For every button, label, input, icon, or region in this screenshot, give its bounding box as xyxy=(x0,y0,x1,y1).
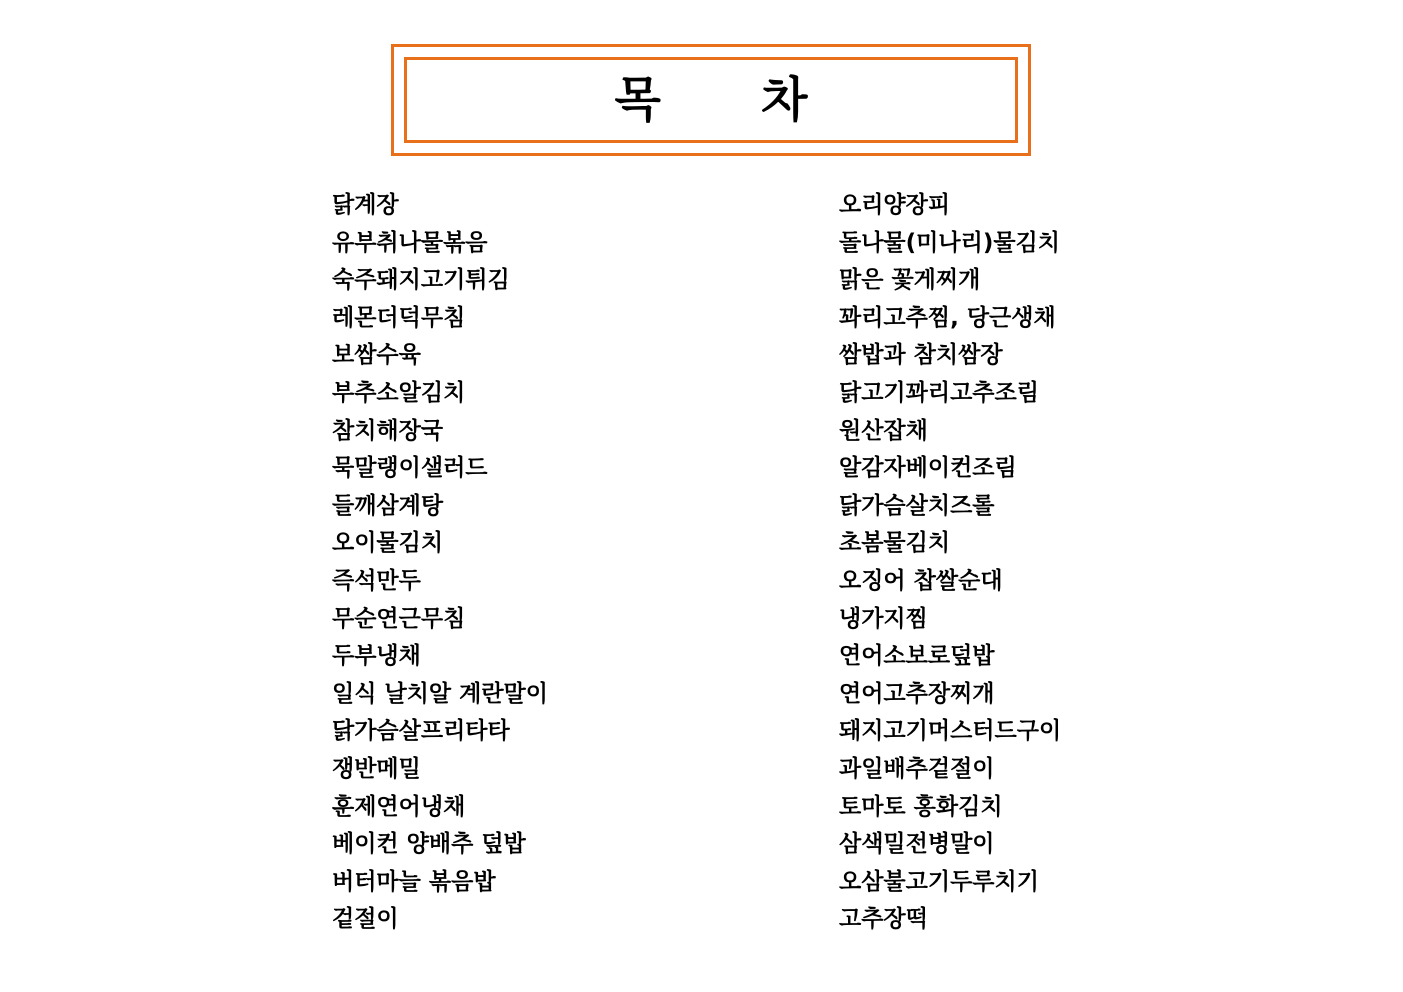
toc-right-column xyxy=(839,188,1061,940)
toc-item: 즉석만두 xyxy=(332,567,421,594)
toc-item: 부추소알김치 xyxy=(332,379,466,406)
title-frame-outer xyxy=(391,44,1031,156)
toc-item: 들깨삼계탕 xyxy=(332,492,444,519)
toc-item: 원산잡채 xyxy=(839,417,928,444)
toc-item: 토마토 홍화김치 xyxy=(839,793,1003,820)
toc-item: 돼지고기머스터드구이 xyxy=(839,718,1062,745)
toc-item: 보쌈수육 xyxy=(332,342,421,369)
toc-item: 쌈밥과 참치쌈장 xyxy=(839,342,1003,369)
toc-item: 무순연근무침 xyxy=(332,605,466,632)
toc-item: 훈제연어냉채 xyxy=(332,793,466,820)
toc-item: 돌나물(미나리)물김치 xyxy=(839,229,1060,256)
toc-item: 닭계장 xyxy=(332,192,399,218)
toc-item: 냉가지찜 xyxy=(839,605,928,632)
toc-item: 오이물김치 xyxy=(332,530,444,557)
toc-item: 맑은 꽃게찌개 xyxy=(839,267,981,294)
title-frame-inner xyxy=(404,57,1018,143)
toc-item: 연어소보로덮밥 xyxy=(839,643,995,670)
toc-item: 겉절이 xyxy=(332,906,399,933)
toc-item: 알감자베이컨조림 xyxy=(839,455,1017,482)
toc-item: 닭가슴살프리타타 xyxy=(332,718,510,745)
toc-item: 고추장떡 xyxy=(839,906,928,933)
toc-item: 오삼불고기두루치기 xyxy=(839,868,1039,895)
toc-item: 닭가슴살치즈롤 xyxy=(839,492,995,519)
toc-item: 쟁반메밀 xyxy=(332,755,421,782)
toc-item: 일식 날치알 계란말이 xyxy=(332,680,548,707)
toc-item: 버터마늘 볶음밥 xyxy=(332,868,496,895)
page-title: 목 차 xyxy=(614,72,808,128)
toc-item: 숙주돼지고기튀김 xyxy=(332,267,510,294)
toc-left-column xyxy=(332,188,548,940)
toc-item: 레몬더덕무침 xyxy=(332,304,466,331)
toc-item: 두부냉채 xyxy=(332,643,421,670)
toc-item: 닭고기꽈리고추조림 xyxy=(839,379,1039,406)
toc-item: 오리양장피 xyxy=(839,192,951,218)
toc-item: 연어고추장찌개 xyxy=(839,680,995,707)
toc-item: 오징어 찹쌀순대 xyxy=(839,567,1003,594)
toc-item: 과일배추겉절이 xyxy=(839,755,995,782)
toc-item: 꽈리고추찜, 당근생채 xyxy=(839,304,1056,331)
toc-item: 초봄물김치 xyxy=(839,530,951,557)
toc-item: 베이컨 양배추 덮밥 xyxy=(332,831,526,858)
toc-item: 묵말랭이샐러드 xyxy=(332,455,488,482)
toc-item: 유부취나물볶음 xyxy=(332,229,488,256)
toc-item: 삼색밀전병말이 xyxy=(839,831,995,858)
toc-item: 참치해장국 xyxy=(332,417,444,444)
